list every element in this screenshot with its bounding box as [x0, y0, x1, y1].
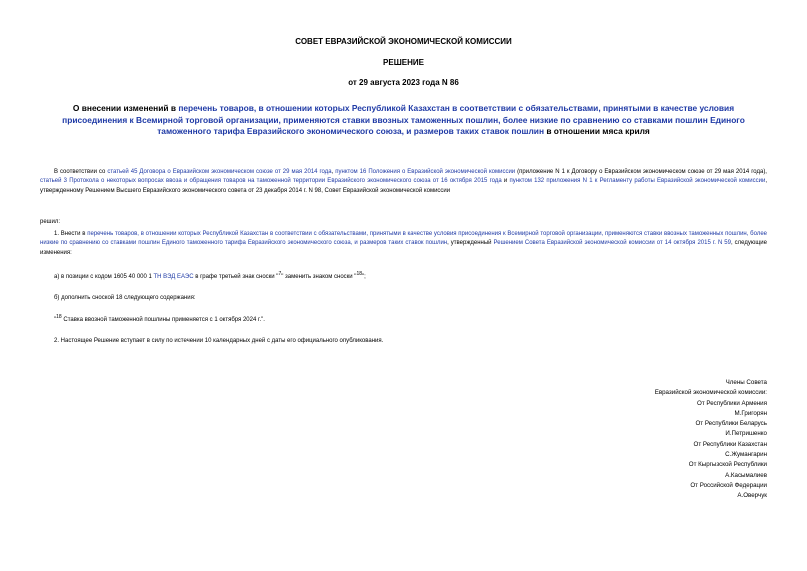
signatures-block [507, 378, 767, 502]
subitem-a-text: в графе третьей знак сноски " [193, 274, 279, 280]
goods-list-link[interactable]: перечень товаров, в отношении которых Республикой Казахстан в соответствии с обязательствами, принятыми в качестве условия присоединения к Всемирной торговой организации, применяются ставки ввозных таможенных пошлин, более низкие по сравнению со ставками пошлин Единого таможенного тарифа Евразийского экономического союза, и размеров таких ставок пошлин [40, 231, 767, 247]
signature-line: А.Оверчук [737, 492, 767, 500]
item-1-text: , следующие изменения: [40, 240, 767, 256]
subitem-b-paragraph: б) дополнить сноской 18 следующего содержания: [54, 295, 196, 301]
preamble-text: , утвержденному Решением Высшего Евразийского экономического совета от 23 декабря 2014 г. N 98, Совет Евразийской экономической комиссии [40, 178, 767, 194]
subitem-a-text: "; [362, 274, 366, 280]
signature-line: От Кыргызской Республики [688, 461, 767, 469]
item-1-paragraph [40, 230, 767, 258]
footnote-text: " [54, 317, 57, 323]
preamble-text: и [501, 178, 510, 185]
preamble-text: (приложение N 1 к Договору о Евразийском экономическом союзе от 29 мая 2014 года), [515, 169, 767, 175]
document-title [40, 103, 767, 138]
title-text-end: в отношении мяса криля [544, 126, 650, 136]
item-1-text: 1. Внести в [54, 231, 88, 237]
footnote-paragraph [54, 313, 767, 325]
signature-line: А.Касымалиев [725, 471, 767, 479]
title-list-link[interactable]: перечень товаров, в отношении которых Республикой Казахстан в соответствии с обязательствами, принятыми в качестве условия присоединения к Всемирной торговой организации, применяются ставки ввозных таможенных пошлин, более низкие по сравнению со ставками пошлин Единого таможенного тарифа Евразийского экономического союза, и размеров таких ставок пошлин [62, 103, 745, 136]
protocol-article-link[interactable]: статьей 3 Протокола о некоторых вопросах ввоза и обращения товаров на таможенной территории Евразийского экономического союза от 16 октября 2015 года [40, 178, 502, 185]
signature-line: От Республики Казахстан [693, 440, 767, 448]
footnote-mark: 18 [56, 314, 62, 320]
signature-line: От Республики Армения [697, 399, 767, 407]
tn-ved-link[interactable]: ТН ВЭД ЕАЭС [153, 274, 194, 280]
organization-heading: СОВЕТ ЕВРАЗИЙСКОЙ ЭКОНОМИЧЕСКОЙ КОМИССИИ [295, 37, 512, 46]
treaty-article-link[interactable]: статьей 45 Договора о Евразийском экономическом союзе от 29 мая 2014 года [107, 169, 332, 175]
footnote-mark-new: 18 [356, 271, 362, 277]
signature-line: М.Григорян [734, 409, 767, 417]
signature-line: Евразийской экономической комиссии: [654, 389, 767, 397]
signature-line: С.Жумангарин [725, 451, 767, 459]
preamble-text: В соответствии со [54, 169, 108, 175]
footnote-mark-old: 7 [278, 271, 282, 277]
subitem-a-text: " заменить знаком сноски " [281, 274, 357, 280]
council-decision-link[interactable]: Решением Совета Евразийской экономической комиссии от 14 октября 2015 г. N 59 [493, 240, 731, 247]
signature-line: От Республики Беларусь [695, 420, 767, 428]
subitem-a-paragraph [54, 270, 767, 282]
signature-line: Члены Совета [725, 379, 767, 386]
document-type-heading: РЕШЕНИЕ [383, 58, 424, 67]
preamble-paragraph [40, 168, 767, 196]
item-1-text: , утвержденный [447, 240, 494, 247]
decided-label: решил: [40, 219, 61, 225]
footnote-text: Ставка ввозной таможенной пошлины применяется с 1 октября 2024 г.". [61, 317, 265, 323]
signature-line: И.Петришенко [725, 430, 767, 438]
commission-regulation-link[interactable]: пунктом 16 Положения о Евразийской экономической комиссии [335, 169, 516, 175]
preamble-text: , [331, 169, 336, 175]
subitem-a-text: а) в позиции с кодом 1605 40 000 1 [54, 274, 154, 280]
document-date-number: от 29 августа 2023 года N 86 [348, 78, 459, 87]
work-rules-link[interactable]: пунктом 132 приложения N 1 к Регламенту работы Евразийской экономической комиссии [509, 178, 766, 185]
signature-line: От Российской Федерации [690, 481, 767, 489]
title-text-start: О внесении изменений в [72, 103, 179, 113]
item-2-paragraph: 2. Настоящее Решение вступает в силу по истечении 10 календарных дней с даты его официального опубликования. [54, 338, 384, 344]
